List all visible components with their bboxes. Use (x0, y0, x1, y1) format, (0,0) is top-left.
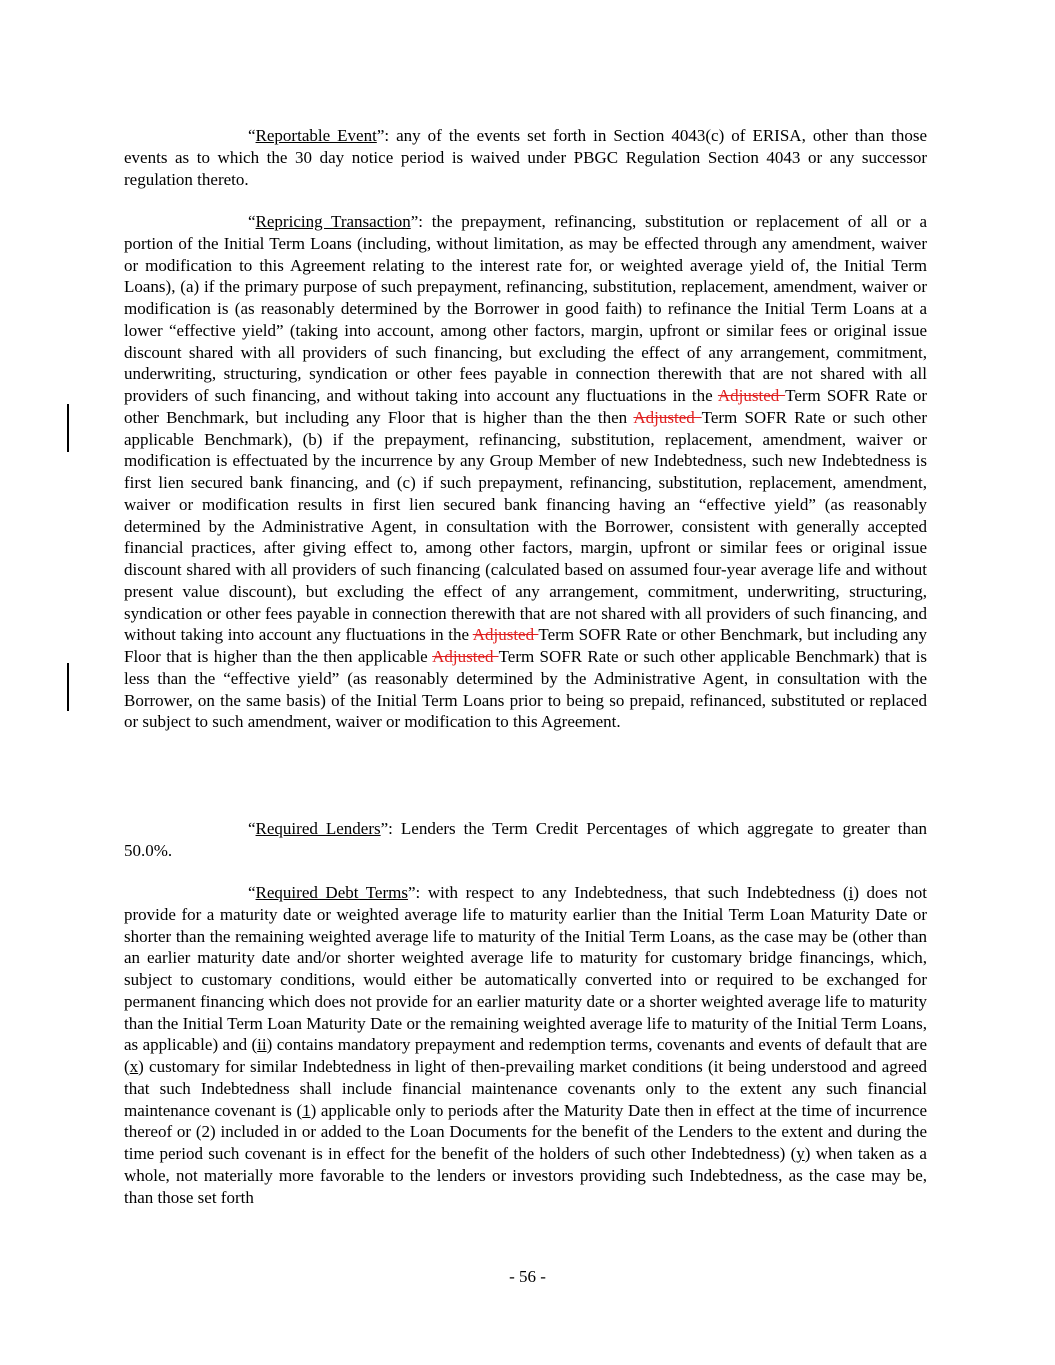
definition-text: ) does not provide for a maturity date or weighted average life to maturity earlier than the Initial Term Loan Maturity Date or shorter than the remaining weighted average life to maturity of the Initial Term Loans, as the case may be (other than an earlier maturity date and/or shorter weighted average life to maturity for customary bridge financings, which, subject to customary conditions, would either be automatically converted into or required to be exchanged for permanent financing which does not provide for an earlier maturity date or a shorter weighted average life to maturity than the Initial Term Loan Maturity Date or the remaining weighted average life to maturity of the Initial Term Loans, as applicable) and ( (124, 883, 927, 1055)
clause-marker: y (796, 1144, 805, 1163)
definition-text: : the prepayment, refinancing, substitution or replacement of all or a portion of the Initial Term Loans (including, without limitation, as may be effected through any amendment, waiver or modification to this Agreement relating to the interest rate for, or weighted average yield of, the Initial Term Loans), (a) if the primary purpose of such prepayment, refinancing, substitution, replacement, amendment, waiver or modification is (as reasonably determined by the Borrower in good faith) to refinance the Initial Term Loans at a lower “effective yield” (taking into account, among other factors, margin, upfront or similar fees or original issue discount shared with all providers of such financing, but excluding the effect of any arrangement, commitment, underwriting, structuring, syndication or other fees payable in connection therewith that are not shared with all providers of such financing, and without taking into account any fluctuations in the (124, 212, 927, 405)
clause-marker: ii (257, 1035, 267, 1055)
change-bar (67, 404, 69, 452)
definition-required-lenders: “Required Lenders”: Lenders the Term Credit Percentages of which aggregate to greater than 50.0%. (124, 819, 927, 860)
definition-text: ) applicable only to periods after the Maturity Date then in effect at the time of incurrence thereof or (2) included in or added to the Loan Documents for the benefit of the Lenders to the extent and during the time period such covenant is in effect for the benefit of the holders of such other Indebtedness) ( (124, 1100, 927, 1163)
defined-term: Reportable Event (255, 126, 377, 145)
definition-text: Term SOFR Rate or such other applicable Benchmark), (b) if the prepayment, refinancing, substitution, replacement, amendment, waiver or modification is effectuated by the incurrence by any Group Member of new Indebtedness, such new Indebtedness is first lien secured bank financing, and (c) if such prepayment, refinancing, substitution, replacement, amendment, waiver or modification results in first lien secured bank financing having an “effective yield” (as reasonably determined by the Administrative Agent, in consultation with the Borrower, consistent with generally accepted financial practices, after giving effect to, among other factors, margin, upfront or similar fees or original issue discount shared with all providers of such financing (calculated based on assumed four-year average life and without present value discount), but excluding the effect of any arrangement, commitment, underwriting, structuring, syndication or other fees payable in connection therewith that are not shared with all providers of such financing, and without taking into account any fluctuations in the (124, 407, 928, 645)
definition-required-debt-terms: “Required Debt Terms”: with respect to any Indebtedness, that such Indebtedness (i) does not provide for a maturity date or weighted average life to maturity earlier than the Initial Term Loan Maturity Date or shorter than the remaining weighted average life to maturity of the Initial Term Loans, as the case may be (other than an earlier maturity date and/or shorter weighted average life to maturity for customary bridge financings, which, subject to customary conditions, would either be automatically converted into or required to be exchanged for permanent financing which does not provide for an earlier maturity date or a shorter weighted average life to maturity than the Initial Term Loan Maturity Date or the remaining weighted average life to maturity of the Initial Term Loans, as applicable) and (ii) contains mandatory prepayment and redemption terms, covenants and events of default that are (x) customary for similar Indebtedness in light of then-prevailing market conditions (it being understood and agreed that such Indebtedness shall include financial maintenance covenants only to the extent any such financial maintenance covenant is (1) applicable only to periods after the Maturity Date then in effect at the time of incurrence thereof or (2) included in or added to the Loan Documents for the benefit of the Lenders to the extent and during the time period such covenant is in effect for the benefit of the holders of such other Indebtedness) (y) when taken as a whole, not materially more favorable to the lenders or investors providing such Indebtedness, as the case may be, than those set forth (124, 883, 927, 1207)
defined-term: Required Lenders (255, 819, 381, 838)
defined-term: Repricing Transaction (255, 212, 411, 231)
definition-text: : with respect to any Indebtedness, that such Indebtedness ( (415, 883, 849, 902)
definition-text: Term SOFR Rate or other Benchmark, but including any Floor that is higher than the then (124, 386, 927, 427)
page-number: - 56 - (509, 1267, 546, 1286)
deleted-text: Adjusted (472, 625, 539, 645)
deleted-text: Adjusted (633, 407, 702, 427)
clause-marker: i (848, 883, 854, 902)
defined-term: Required Debt Terms (255, 883, 408, 902)
change-bar (67, 663, 69, 711)
definition-text: ) contains mandatory prepayment and redemption terms, covenants and events of default that are ( (124, 1035, 927, 1076)
definition-text: ) when taken as a whole, not materially more favorable to the lenders or investors providing such Indebtedness, as the case may be, than those set forth (124, 1144, 927, 1207)
clause-marker: x (129, 1057, 139, 1076)
definition-text: Term SOFR Rate or such other applicable Benchmark) that is less than the “effective yield” (as reasonably determined by the Administrative Agent, in consultation with the Borrower, on the same basis) of the Initial Term Loans prior to being so prepaid, refinanced, substituted or replaced or subject to such amendment, waiver or modification to this Agreement. (124, 647, 928, 732)
definition-repricing-transaction: “Repricing Transaction”: the prepayment, refinancing, substitution or replacement of all or a portion of the Initial Term Loans (including, without limitation, as may be effected through any amendment, waiver or modification to this Agreement relating to the interest rate for, or weighted average yield of, the Initial Term Loans), (a) if the primary purpose of such prepayment, refinancing, substitution, replacement, amendment, waiver or modification is (as reasonably determined by the Borrower in good faith) to refinance the Initial Term Loans at a lower “effective yield” (taking into account, among other factors, margin, upfront or similar fees or original issue discount shared with all providers of such financing, but excluding the effect of any arrangement, commitment, underwriting, structuring, syndication or other fees payable in connection therewith that are not shared with all providers of such financing, and without taking into account any fluctuations in the Adjusted Term SOFR Rate or other Benchmark, but including any Floor that is higher than the then Adjusted Term SOFR Rate or such other applicable Benchmark), (b) if the prepayment, refinancing, substitution, replacement, amendment, waiver or modification is effectuated by the incurrence by any Group Member of new Indebtedness, such new Indebtedness is first lien secured bank financing, and (c) if such prepayment, refinancing, substitution, replacement, amendment, waiver or modification results in first lien secured bank financing having an “effective yield” (as reasonably determined by the Administrative Agent, in consultation with the Borrower, consistent with generally accepted financial practices, after giving effect to, among other factors, margin, upfront or similar fees or original issue discount shared with all providers of such financing (calculated based on assumed four-year average life and without present value discount), but excluding the effect of any arrangement, commitment, underwriting, structuring, syndication or other fees payable in connection therewith that are not shared with all providers of such financing, and without taking into account any fluctuations in the Adjusted Term SOFR Rate or other Benchmark, but including any Floor that is higher than the then applicable Adjusted Term SOFR Rate or such other applicable Benchmark) that is less than the “effective yield” (as reasonably determined by the Administrative Agent, in consultation with the Borrower, on the same basis) of the Initial Term Loans prior to being so prepaid, refinanced, substituted or replaced or subject to such amendment, waiver or modification to this Agreement. (124, 212, 928, 732)
definition-text: ) customary for similar Indebtedness in light of then-prevailing market conditions (it being understood and agreed that such Indebtedness shall include financial maintenance covenants only to the extent any such financial maintenance covenant is ( (124, 1057, 927, 1120)
definition-text: : Lenders the Term Credit Percentages of which aggregate to greater than 50.0%. (124, 819, 927, 860)
definition-text: Term SOFR Rate or other Benchmark, but including any Floor that is higher than the then applicable (124, 625, 927, 666)
definition-text: : any of the events set forth in Section 4043(c) of ERISA, other than those events as to which the 30 day notice period is waived under PBGC Regulation Section 4043 or any successor regulation thereto. (124, 126, 927, 189)
deleted-text: Adjusted (432, 647, 499, 666)
definition-reportable-event: “Reportable Event”: any of the events set forth in Section 4043(c) of ERISA, other than those events as to which the 30 day notice period is waived under PBGC Regulation Section 4043 or any successor regulation thereto. (124, 126, 927, 189)
clause-marker: 1 (302, 1100, 311, 1120)
deleted-text: Adjusted (717, 386, 786, 405)
